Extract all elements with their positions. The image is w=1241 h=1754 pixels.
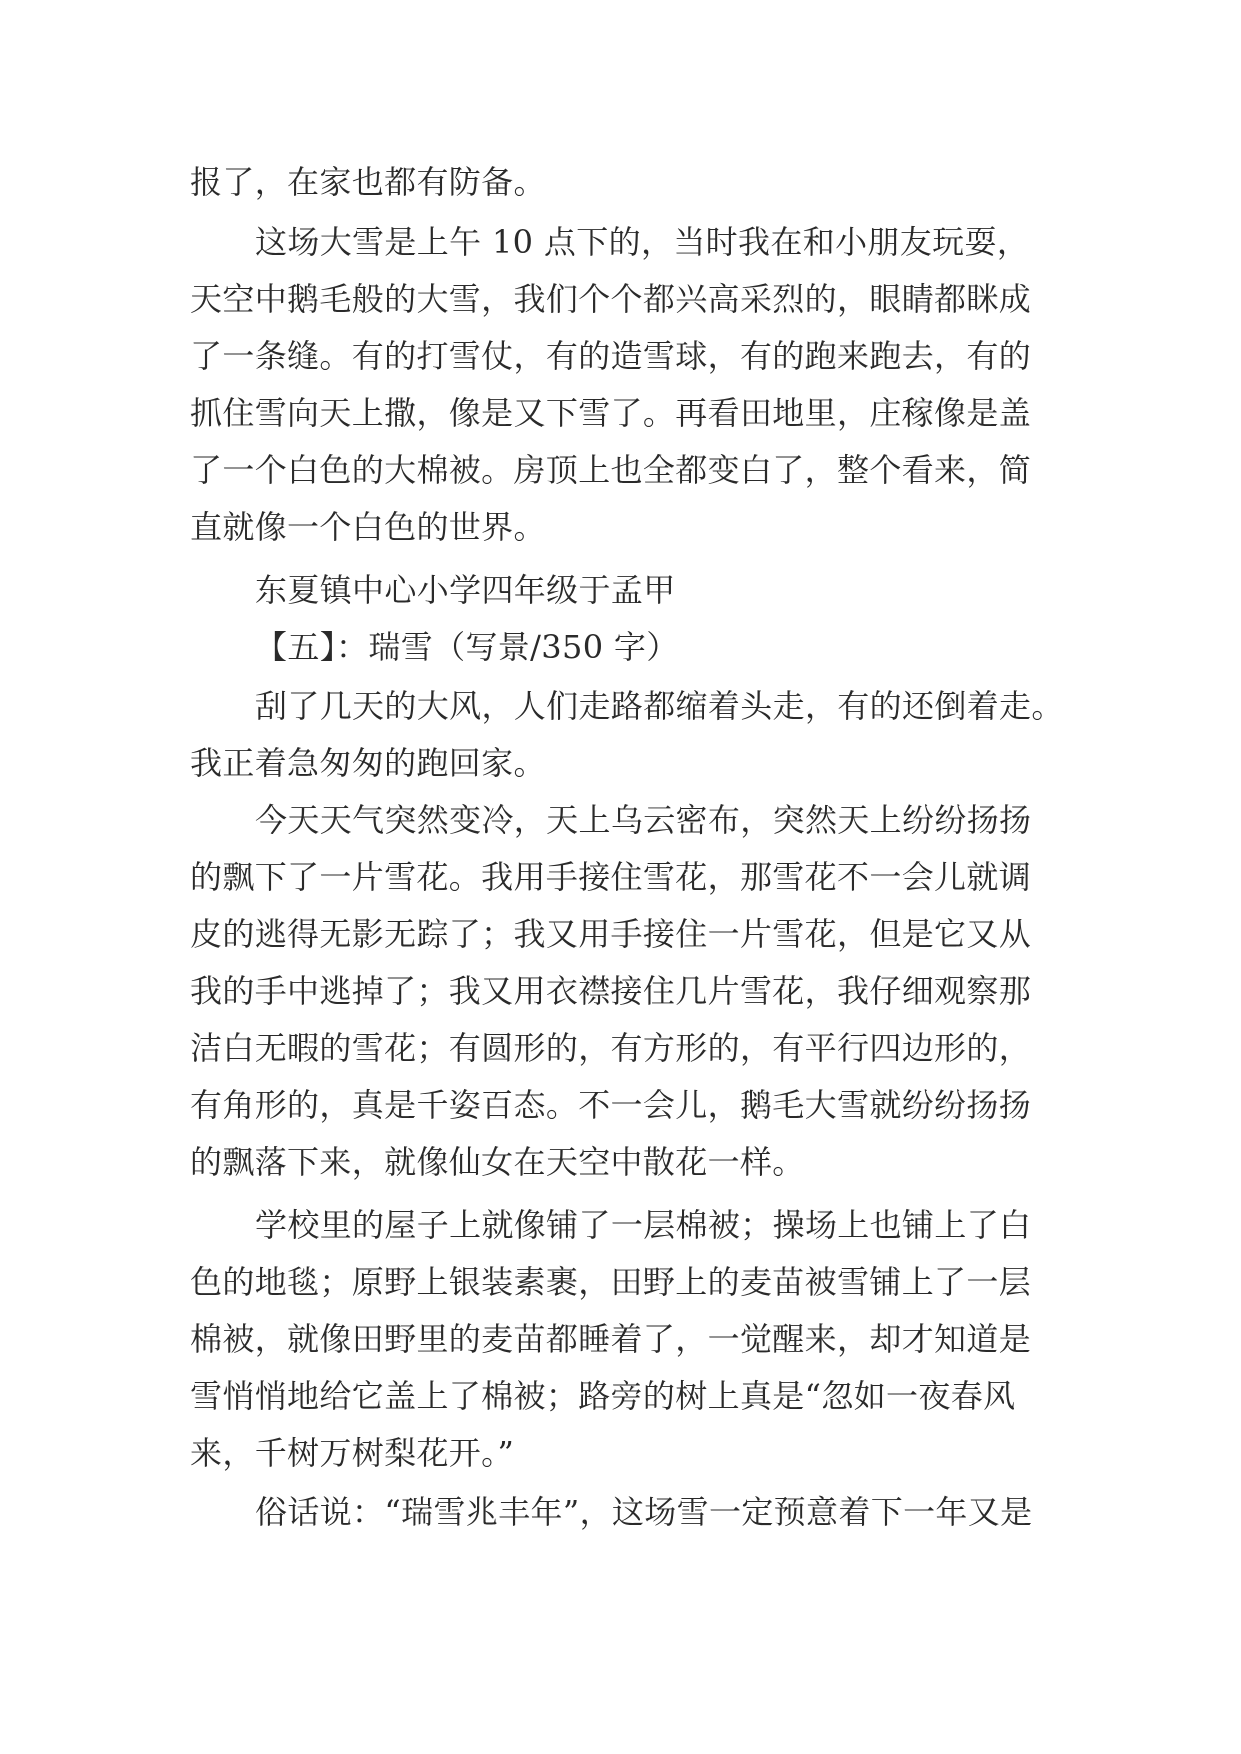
text-line: 的飘下了一片雪花。我用手接住雪花，那雪花不一会儿就调 (190, 858, 1032, 896)
text-line: 的飘落下来，就像仙女在天空中散花一样。 (190, 1143, 805, 1181)
text-line: 直就像一个白色的世界。 (190, 508, 546, 546)
text-line: 我的手中逃掉了；我又用衣襟接住几片雪花，我仔细观察那 (190, 972, 1032, 1010)
paragraph-first-line: 学校里的屋子上就像铺了一层棉被；操场上也铺上了白 (255, 1206, 1032, 1244)
text-line: 天空中鹅毛般的大雪，我们个个都兴高采烈的，眼睛都眯成 (190, 280, 1032, 318)
text-line: 皮的逃得无影无踪了；我又用手接住一片雪花，但是它又从 (190, 915, 1032, 953)
text-line: 我正着急匆匆的跑回家。 (190, 744, 546, 782)
text-line: 抓住雪向天上撒，像是又下雪了。再看田地里，庄稼像是盖 (190, 394, 1032, 432)
text-line: 来，千树万树梨花开。” (190, 1434, 515, 1472)
text-line: 了一条缝。有的打雪仗，有的造雪球，有的跑来跑去，有的 (190, 337, 1032, 375)
text-line: 棉被，就像田野里的麦苗都睡着了，一觉醒来，却才知道是 (190, 1320, 1032, 1358)
text-line: 报了，在家也都有防备。 (190, 163, 546, 201)
text-line: 洁白无暇的雪花；有圆形的，有方形的，有平行四边形的， (190, 1029, 1032, 1067)
author-attribution: 东夏镇中心小学四年级于孟甲 (255, 571, 676, 609)
text-line: 有角形的，真是千姿百态。不一会儿，鹅毛大雪就纷纷扬扬 (190, 1086, 1032, 1124)
section-heading: 【五】：瑞雪（写景/350 字） (255, 628, 679, 666)
text-line: 色的地毯；原野上银装素裹，田野上的麦苗被雪铺上了一层 (190, 1263, 1032, 1301)
paragraph-first-line: 今天天气突然变冷，天上乌云密布，突然天上纷纷扬扬 (255, 801, 1032, 839)
paragraph-first-line: 这场大雪是上午 10 点下的，当时我在和小朋友玩耍， (255, 223, 1030, 261)
text-line: 雪悄悄地给它盖上了棉被；路旁的树上真是“忽如一夜春风 (190, 1377, 1016, 1415)
text-line: 了一个白色的大棉被。房顶上也全都变白了，整个看来，简 (190, 451, 1032, 489)
paragraph-first-line: 刮了几天的大风，人们走路都缩着头走，有的还倒着走。 (255, 687, 1064, 725)
paragraph-first-line: 俗话说：“瑞雪兆丰年”，这场雪一定预意着下一年又是 (255, 1493, 1033, 1531)
